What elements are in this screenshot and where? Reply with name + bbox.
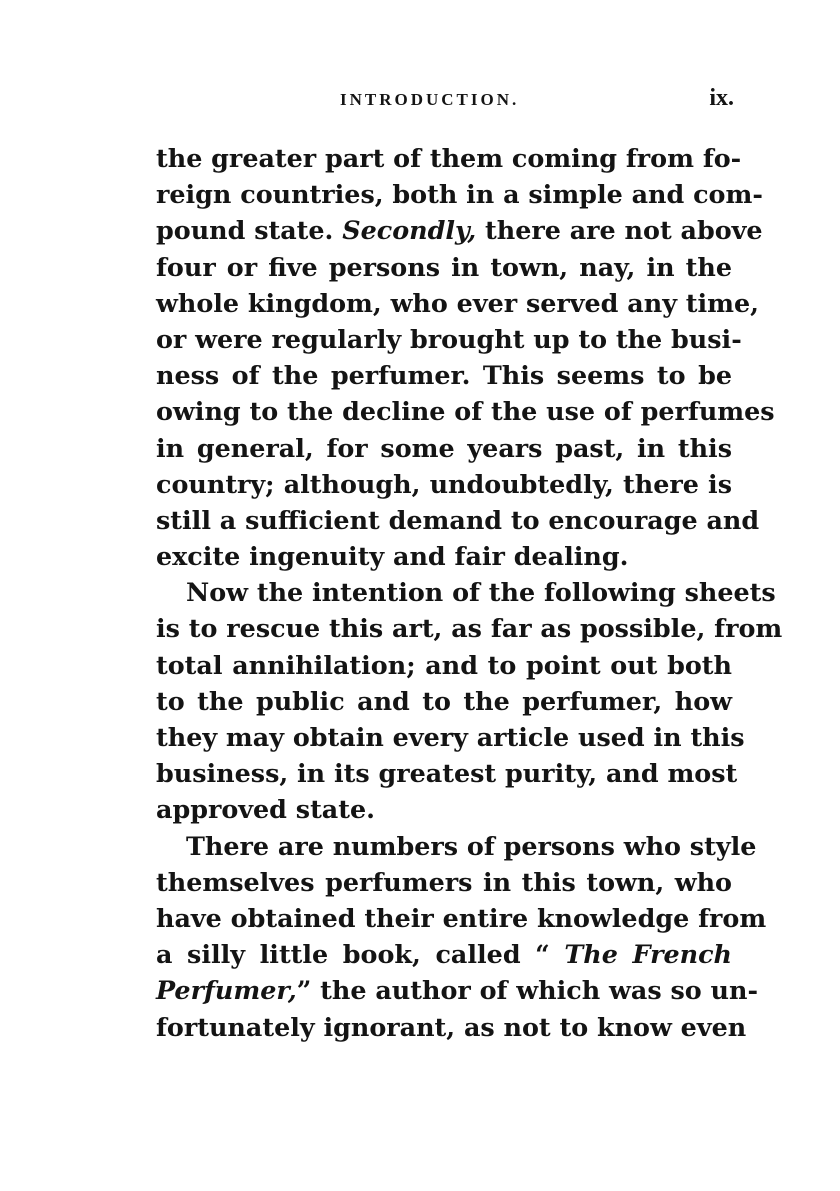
text-line: or were regularly brought up to the busi- [156,323,742,354]
page-number: ix. [709,85,734,111]
text-line: owing to the decline of the use of perfumes [156,396,775,427]
running-title: INTRODUCTION. [340,90,520,109]
text-line: to the public and to the perfumer, how [156,685,732,716]
text-line: have obtained their entire knowledge from [156,902,767,933]
text-line: pound state. Secondly, there are not above [156,215,763,246]
text-line: whole kingdom, who ever served any time, [156,287,760,318]
text-line: total annihilation; and to point out both [156,649,732,680]
running-head [156,85,734,118]
text-line: business, in its greatest purity, and most [156,758,738,789]
text-line: excite ingenuity and fair dealing. [156,541,629,572]
text-line: Now the intention of the following sheets [186,577,776,608]
text-line: reign countries, both in a simple and com- [156,179,763,210]
text-line: they may obtain every article used in this [156,722,745,752]
text-line: still a sufficient demand to encourage and [156,504,760,535]
text-line: the greater part of them coming from fo- [156,143,742,173]
text-line: themselves perfumers in this town, who [156,866,732,897]
text-line: approved state. [156,794,375,825]
italic-text: Perfumer, [156,975,297,1006]
text-line: a silly little book, called “ The French [156,939,732,970]
text-line: fortunately ignorant, as not to know even [156,1011,747,1042]
paragraph [156,140,775,574]
italic-text: The French [564,939,732,970]
text-body [156,140,783,1045]
italic-text: Secondly, [342,215,477,246]
text-line: There are numbers of persons who style [186,830,757,861]
text-line: country; although, undoubtedly, there is [156,468,732,499]
text-line: ness of the perfumer. This seems to be [156,360,732,391]
paragraph [156,574,783,827]
text-line: four or five persons in town, nay, in the [156,251,732,282]
paragraph [156,828,767,1045]
text-line: Perfumer,” the author of which was so un- [156,975,758,1006]
text-line: is to rescue this art, as far as possible, from [156,613,783,644]
text-line: in general, for some years past, in this [156,432,732,463]
